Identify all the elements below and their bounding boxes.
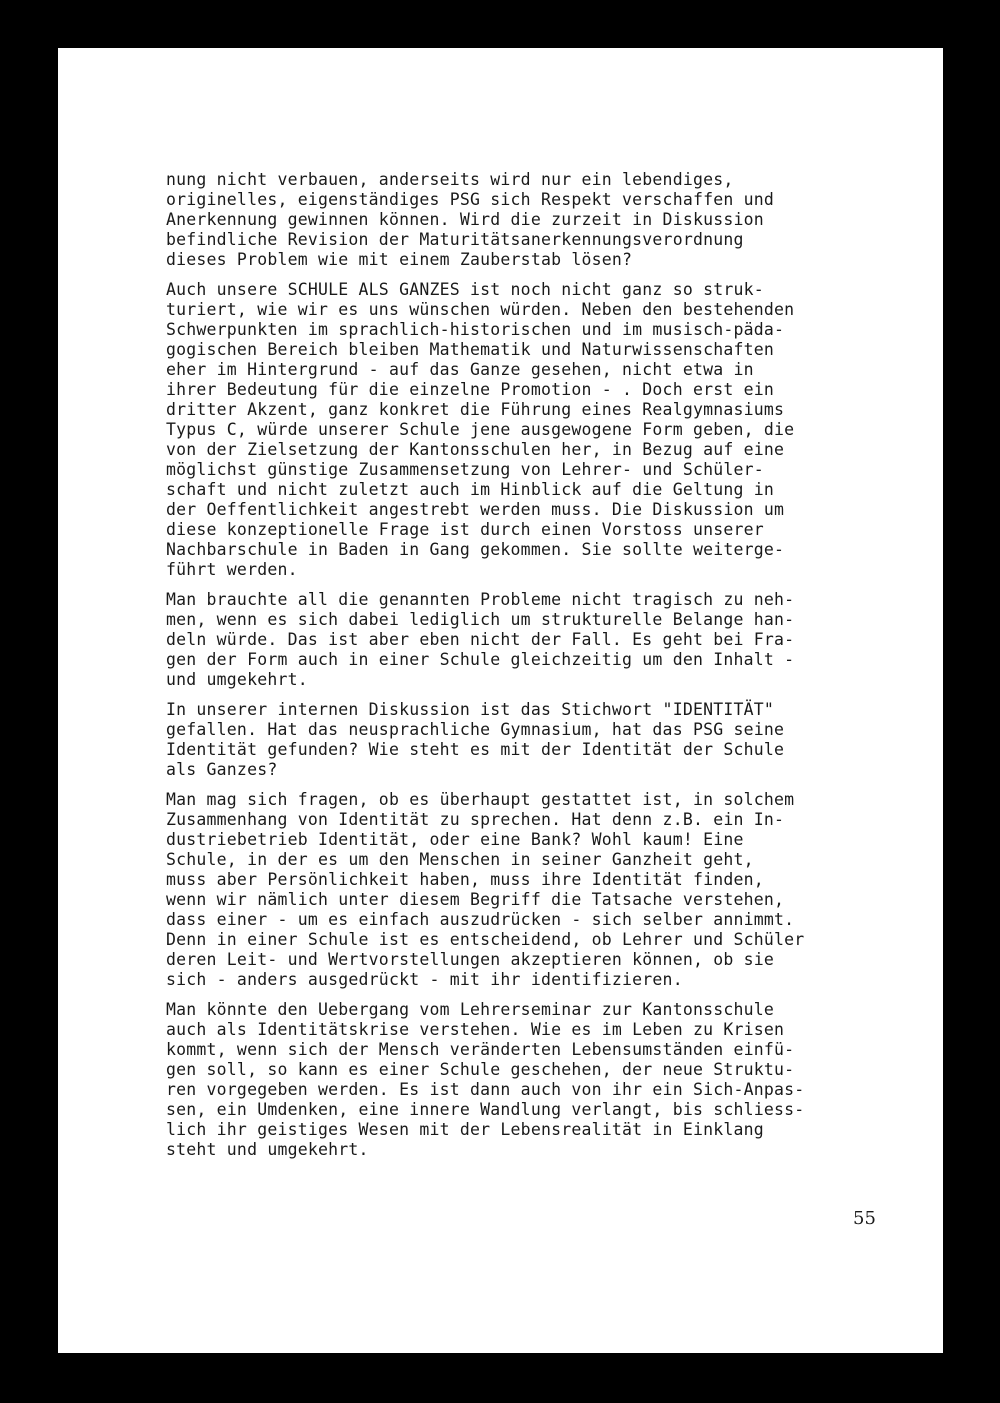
paragraph xyxy=(166,1000,886,1160)
text-line: der Oeffentlichkeit angestrebt werden muss. Die Diskussion um xyxy=(166,500,785,519)
text-line: ihrer Bedeutung für die einzelne Promotion - . Doch erst ein xyxy=(166,380,775,399)
text-line: lich ihr geistiges Wesen mit der Lebensrealität in Einklang xyxy=(166,1120,764,1139)
page-number: 55 xyxy=(853,1208,876,1229)
text-line: men, wenn es sich dabei lediglich um strukturelle Belange han- xyxy=(166,610,795,629)
text-line: dustriebetrieb Identität, oder eine Bank? Wohl kaum! Eine xyxy=(166,830,744,849)
text-line: Anerkennung gewinnen können. Wird die zurzeit in Diskussion xyxy=(166,210,764,229)
paragraph xyxy=(166,790,886,990)
text-line: gogischen Bereich bleiben Mathematik und Naturwissenschaften xyxy=(166,340,775,359)
text-line: gen soll, so kann es einer Schule geschehen, der neue Struktu- xyxy=(166,1060,795,1079)
text-line: diese konzeptionelle Frage ist durch einen Vorstoss unserer xyxy=(166,520,764,539)
text-line: Schule, in der es um den Menschen in seiner Ganzheit geht, xyxy=(166,850,754,869)
text-line: In unserer internen Diskussion ist das Stichwort "IDENTITÄT" xyxy=(166,700,775,719)
text-line: dritter Akzent, ganz konkret die Führung eines Realgymnasiums xyxy=(166,400,785,419)
text-line: deren Leit- und Wertvorstellungen akzeptieren können, ob sie xyxy=(166,950,775,969)
paragraph xyxy=(166,590,886,690)
text-line: dass einer - um es einfach auszudrücken - sich selber annimmt. xyxy=(166,910,795,929)
document-page xyxy=(58,48,943,1353)
text-line: deln würde. Das ist aber eben nicht der Fall. Es geht bei Fra- xyxy=(166,630,795,649)
text-line: schaft und nicht zuletzt auch im Hinblick auf die Geltung in xyxy=(166,480,775,499)
text-line: Schwerpunkten im sprachlich-historischen und im musisch-päda- xyxy=(166,320,785,339)
text-line: Man brauchte all die genannten Probleme nicht tragisch zu neh- xyxy=(166,590,795,609)
text-line: führt werden. xyxy=(166,560,298,579)
paragraph xyxy=(166,700,886,780)
text-line: von der Zielsetzung der Kantonsschulen her, in Bezug auf eine xyxy=(166,440,785,459)
text-line: gen der Form auch in einer Schule gleichzeitig um den Inhalt - xyxy=(166,650,795,669)
text-line: nung nicht verbauen, anderseits wird nur ein lebendiges, xyxy=(166,170,734,189)
text-line: Identität gefunden? Wie steht es mit der Identität der Schule xyxy=(166,740,785,759)
text-line: turiert, wie wir es uns wünschen würden. Neben den bestehenden xyxy=(166,300,795,319)
text-line: befindliche Revision der Maturitätsanerkennungsverordnung xyxy=(166,230,744,249)
text-line: auch als Identitätskrise verstehen. Wie es im Leben zu Krisen xyxy=(166,1020,785,1039)
text-line: muss aber Persönlichkeit haben, muss ihre Identität finden, xyxy=(166,870,764,889)
text-line: Zusammenhang von Identität zu sprechen. Hat denn z.B. ein In- xyxy=(166,810,785,829)
text-body xyxy=(166,170,886,1170)
text-line: Typus C, würde unserer Schule jene ausgewogene Form geben, die xyxy=(166,420,795,439)
text-line: Nachbarschule in Baden in Gang gekommen. Sie sollte weiterge- xyxy=(166,540,785,559)
text-line: ren vorgegeben werden. Es ist dann auch von ihr ein Sich-Anpas- xyxy=(166,1080,805,1099)
text-line: originelles, eigenständiges PSG sich Respekt verschaffen und xyxy=(166,190,775,209)
text-line: gefallen. Hat das neusprachliche Gymnasium, hat das PSG seine xyxy=(166,720,785,739)
text-line: sen, ein Umdenken, eine innere Wandlung verlangt, bis schliess- xyxy=(166,1100,805,1119)
paragraph xyxy=(166,170,886,270)
text-line: eher im Hintergrund - auf das Ganze gesehen, nicht etwa in xyxy=(166,360,754,379)
text-line: Man mag sich fragen, ob es überhaupt gestattet ist, in solchem xyxy=(166,790,795,809)
text-line: dieses Problem wie mit einem Zauberstab lösen? xyxy=(166,250,633,269)
text-line: wenn wir nämlich unter diesem Begriff die Tatsache verstehen, xyxy=(166,890,785,909)
text-line: als Ganzes? xyxy=(166,760,278,779)
text-line: sich - anders ausgedrückt - mit ihr identifizieren. xyxy=(166,970,683,989)
text-line: und umgekehrt. xyxy=(166,670,308,689)
text-line: Auch unsere SCHULE ALS GANZES ist noch nicht ganz so struk- xyxy=(166,280,764,299)
text-line: Denn in einer Schule ist es entscheidend, ob Lehrer und Schüler xyxy=(166,930,805,949)
text-line: kommt, wenn sich der Mensch veränderten Lebensumständen einfü- xyxy=(166,1040,795,1059)
text-line: Man könnte den Uebergang vom Lehrerseminar zur Kantonsschule xyxy=(166,1000,775,1019)
text-line: steht und umgekehrt. xyxy=(166,1140,369,1159)
paragraph xyxy=(166,280,886,580)
text-line: möglichst günstige Zusammensetzung von Lehrer- und Schüler- xyxy=(166,460,764,479)
